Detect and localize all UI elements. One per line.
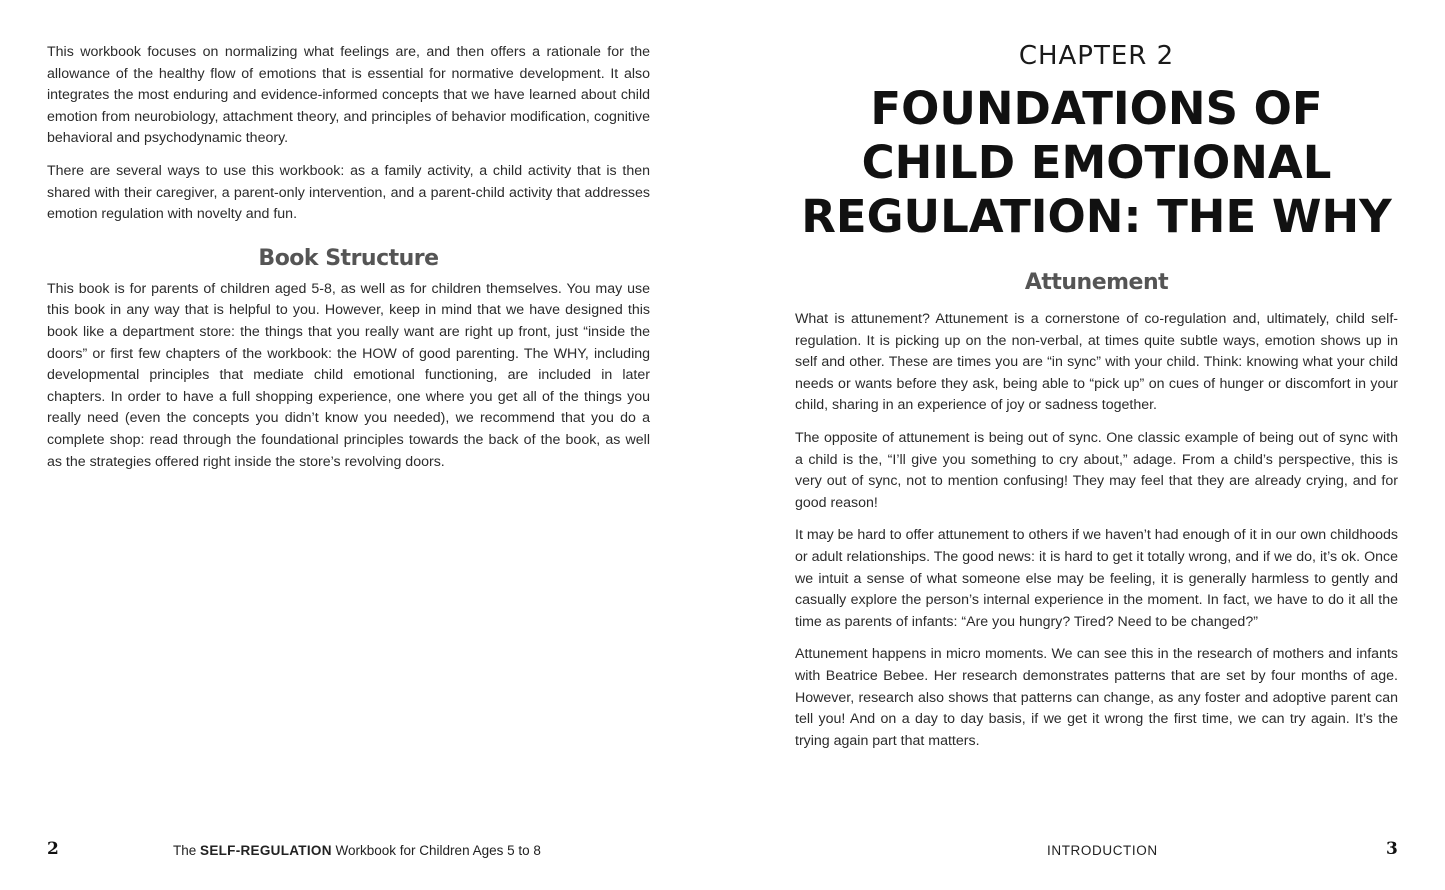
footer-title-suffix: Workbook for Children Ages 5 to 8 (331, 843, 541, 858)
attunement-paragraph-4: Attunement happens in micro moments. We can see this in the research of mothers and infants with Beatrice Bebee. Her research demonstrates patterns that are set by four months of age. However, research also shows that patterns can change, as any foster and adoptive parent can tell you! And on a day to day basis, if we get it wrong the first time, we can try again. It’s the trying again part that matters. (795, 646, 1398, 749)
chapter-header (722, 38, 1445, 244)
left-page (0, 0, 722, 890)
chapter-title-line-2: CHILD EMOTIONAL (861, 136, 1332, 189)
attunement-heading: Attunement (1024, 270, 1169, 295)
page-number-left: 2 (47, 839, 59, 859)
right-text-column (795, 309, 1398, 763)
left-text-column (47, 42, 650, 484)
chapter-title-line-1: FOUNDATIONS OF (870, 82, 1323, 135)
page-number-right: 3 (1386, 839, 1398, 859)
book-title-footer (173, 843, 541, 858)
chapter-title (722, 82, 1445, 244)
footer-title-emphasis: SELF-REGULATION (200, 843, 332, 858)
chapter-label: CHAPTER 2 (1018, 41, 1175, 71)
intro-paragraph-1: This workbook focuses on normalizing what feelings are, and then offers a rationale for the allowance of the healthy flow of emotions that is essential for normative development. It also integrates the most enduring and evidence-informed concepts that we have learned about child emotion from neurobiology, attachment theory, and principles of behavior modification, cognitive behavioral and psychodynamic theory. (47, 44, 650, 147)
section-footer: INTRODUCTION (1047, 843, 1158, 858)
attunement-paragraph-3: It may be hard to offer attunement to others if we haven’t had enough of it in our own childhoods or adult relationships. The good news: it is hard to get it totally wrong, and if we do, it’s ok. Once we intuit a sense of what someone else may be feeling, it is generally harmless to gently and casually explore the person’s internal experience in the moment. In fact, we have to do it all the time as parents of infants: “Are you hungry? Tired? Need to be changed?” (795, 527, 1398, 630)
attunement-paragraph-2: The opposite of attunement is being out of sync. One classic example of being out of sync with a child is the, “I’ll give you something to cry about,” adage. From a child’s perspective, this is very out of sync, not to mention confusing! They may feel that they are already crying, and for good reason! (795, 429, 1398, 511)
right-page (722, 0, 1445, 890)
footer-title-prefix: The (173, 843, 201, 858)
book-structure-paragraph: This book is for parents of children aged 5-8, as well as for children themselves. You may use this book in any way that is helpful to you. However, keep in mind that we have designed this book like a department store: the things that you really want are right up front, just “inside the doors” or first few chapters of the workbook: the HOW of good parenting. The WHY, including developmental principles that mediate child emotional functioning, are included in later chapters. In order to have a full shopping experience, one where you get all of the things you really need (even the concepts you didn’t know you needed), we recommend that you do a complete shop: read through the foundational principles towards the back of the book, as well as the strategies offered right inside the store’s revolving doors. (47, 280, 650, 470)
intro-paragraph-2: There are several ways to use this workbook: as a family activity, a child activity that is then shared with their caregiver, a parent-only intervention, and a parent-child activity that addresses emotion regulation with novelty and fun. (47, 162, 650, 223)
book-structure-heading: Book Structure (258, 245, 439, 271)
chapter-title-line-3: REGULATION: THE WHY (801, 190, 1392, 243)
attunement-paragraph-1: What is attunement? Attunement is a cornerstone of co-regulation and, ultimately, child self-regulation. It is picking up on the non-verbal, at times quite subtle ways, emotion shows up in self and other. These are times you are “in sync” with your child. Think: knowing what your child needs or wants before they ask, being able to “pick up” on cues of hunger or discomfort in your child, sharing in an experience of joy or sadness together. (795, 311, 1398, 414)
